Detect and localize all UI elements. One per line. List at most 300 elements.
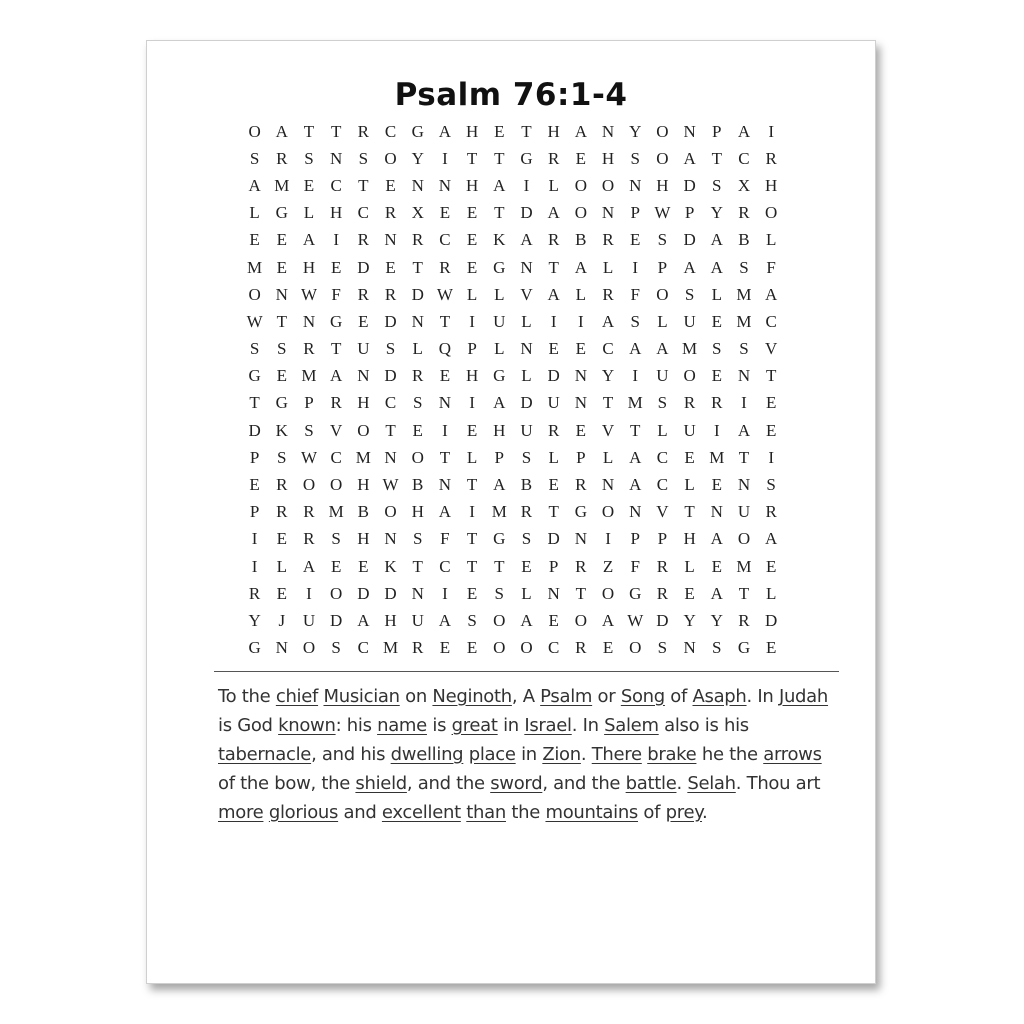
grid-letter: R (357, 230, 370, 250)
grid-letter: N (357, 366, 370, 386)
passage-text: . In (746, 686, 779, 707)
grid-letter: E (276, 366, 287, 386)
passage-text: or (592, 686, 621, 707)
grid-letter: N (574, 393, 587, 413)
grid-letter: I (442, 420, 448, 440)
grid-letter: A (248, 175, 261, 195)
search-word: Psalm (540, 686, 593, 707)
grid-letter: S (684, 284, 695, 304)
grid-letter: S (657, 230, 668, 250)
grid-letter: L (548, 447, 559, 467)
grid-letter: T (358, 175, 369, 195)
search-word: Musician (323, 686, 400, 707)
grid-letter: H (357, 475, 370, 495)
grid-letter: R (412, 230, 424, 250)
grid-letter: G (275, 203, 288, 223)
search-word: mountains (545, 802, 639, 823)
grid-letter: S (739, 257, 749, 277)
search-word: prey (665, 802, 703, 823)
grid-letter: L (466, 284, 478, 304)
search-word: place (468, 744, 516, 765)
grid-letter: R (602, 230, 614, 250)
grid-letter: X (411, 203, 424, 223)
grid-letter: H (765, 175, 778, 195)
grid-letter: A (765, 529, 778, 549)
grid-letter: L (303, 203, 315, 223)
grid-letter: H (601, 148, 615, 168)
grid-letter: P (304, 393, 314, 413)
grid-letter: E (330, 257, 342, 277)
grid-letter: W (436, 284, 453, 304)
search-word: There (591, 744, 642, 765)
grid-letter: R (602, 284, 614, 304)
grid-letter: A (493, 175, 506, 195)
grid-letter: G (330, 311, 343, 331)
grid-letter: E (711, 366, 722, 386)
grid-letter: E (385, 175, 396, 195)
grid-letter: R (384, 284, 397, 304)
grid-letter: I (605, 529, 611, 549)
grid-letter: E (358, 556, 369, 576)
page-title: Psalm 76:1-4 (394, 77, 628, 113)
grid-letter: R (520, 502, 533, 522)
grid-letter: E (276, 230, 287, 250)
grid-letter: R (276, 475, 288, 495)
grid-letter: L (521, 311, 532, 331)
grid-letter: E (466, 230, 478, 250)
grid-letter: W (300, 447, 317, 467)
grid-letter: U (737, 502, 751, 522)
grid-letter: G (411, 121, 424, 141)
grid-letter: E (466, 203, 478, 223)
grid-letter: E (575, 148, 587, 168)
grid-letter: A (302, 230, 316, 250)
grid-letter: A (656, 339, 669, 359)
grid-letter: C (357, 203, 370, 223)
grid-letter: T (276, 311, 287, 331)
grid-letter: L (684, 556, 695, 576)
grid-letter: E (765, 393, 777, 413)
grid-letter: I (713, 420, 720, 440)
grid-letter: E (276, 583, 287, 603)
grid-letter: M (355, 447, 371, 467)
grid-letter: A (737, 420, 751, 440)
grid-letter: H (411, 502, 424, 522)
grid-letter: M (627, 393, 643, 413)
passage-text: in (497, 715, 525, 736)
grid-letter: R (248, 583, 261, 603)
grid-letter: R (412, 366, 424, 386)
passage-text: . (676, 773, 688, 794)
grid-letter: F (630, 284, 640, 304)
grid-letter: B (738, 230, 750, 250)
grid-letter: R (575, 556, 587, 576)
search-word: Asaph (692, 686, 747, 707)
grid-letter: E (466, 257, 478, 277)
grid-letter: Y (601, 366, 615, 386)
grid-letter: T (466, 529, 478, 549)
grid-letter: M (247, 257, 263, 277)
grid-letter: D (384, 366, 397, 386)
grid-letter: E (276, 257, 287, 277)
passage-text: , and the (542, 773, 626, 794)
grid-letter: C (656, 447, 669, 467)
grid-letter: N (411, 175, 424, 195)
grid-letter: Y (683, 610, 696, 630)
grid-letter: R (575, 638, 587, 658)
grid-letter: A (493, 475, 506, 495)
grid-letter: L (249, 203, 260, 223)
grid-letter: T (548, 257, 559, 277)
grid-letter: S (766, 475, 776, 495)
grid-letter: S (277, 447, 287, 467)
grid-letter: M (709, 447, 725, 467)
grid-letter: N (737, 475, 751, 495)
grid-letter: H (384, 610, 397, 630)
grid-letter: T (521, 121, 532, 141)
grid-letter: D (656, 610, 669, 630)
grid-letter: C (439, 230, 451, 250)
grid-letter: H (330, 203, 343, 223)
grid-letter: C (738, 148, 750, 168)
grid-letter: M (491, 502, 507, 522)
grid-letter: N (547, 583, 560, 603)
grid-letter: P (576, 447, 586, 467)
grid-letter: N (411, 583, 424, 603)
grid-letter: T (630, 420, 641, 440)
grid-letter: G (629, 583, 642, 603)
grid-letter: N (411, 311, 424, 331)
grid-letter: X (737, 175, 751, 195)
passage-text: : his (335, 715, 378, 736)
grid-letter: E (711, 311, 722, 331)
grid-letter: G (275, 393, 288, 413)
grid-letter: T (385, 420, 396, 440)
grid-letter: T (439, 311, 451, 331)
search-word: shield (355, 773, 407, 794)
grid-letter: O (683, 366, 696, 386)
grid-letter: C (357, 638, 370, 658)
grid-letter: P (712, 121, 722, 141)
grid-letter: E (548, 475, 559, 495)
grid-letter: A (710, 529, 723, 549)
grid-letter: D (520, 203, 533, 223)
search-word: chief (275, 686, 319, 707)
grid-letter: T (412, 556, 423, 576)
grid-letter: A (438, 121, 452, 141)
grid-letter: P (630, 529, 640, 549)
passage-text: To the (218, 686, 276, 707)
grid-letter: P (684, 203, 695, 223)
grid-letter: C (765, 311, 777, 331)
grid-letter: H (465, 121, 479, 141)
grid-letter: N (384, 447, 397, 467)
grid-letter: I (333, 230, 339, 250)
grid-letter: W (627, 610, 644, 630)
grid-letter: E (548, 339, 559, 359)
grid-letter: P (249, 447, 260, 467)
grid-letter: E (439, 638, 451, 658)
grid-letter: D (384, 583, 397, 603)
grid-letter: S (304, 148, 314, 168)
grid-letter: E (684, 583, 695, 603)
grid-letter: I (768, 447, 774, 467)
grid-letter: R (738, 203, 750, 223)
grid-letter: O (302, 475, 316, 495)
grid-letter: R (575, 475, 587, 495)
grid-letter: U (656, 366, 669, 386)
grid-letter: S (277, 339, 287, 359)
grid-letter: T (303, 121, 315, 141)
grid-letter: W (654, 203, 671, 223)
grid-letter: T (711, 148, 722, 168)
grid-letter: B (575, 230, 587, 250)
grid-letter: E (412, 420, 423, 440)
search-word: name (377, 715, 427, 736)
grid-letter: A (357, 610, 370, 630)
grid-letter: O (248, 284, 261, 304)
grid-letter: O (656, 148, 669, 168)
grid-letter: R (683, 393, 696, 413)
grid-letter: D (330, 610, 343, 630)
grid-letter: O (601, 502, 615, 522)
passage-text: , A (511, 686, 541, 707)
grid-letter: Z (602, 556, 614, 576)
grid-letter: H (656, 175, 669, 195)
grid-letter: E (303, 175, 315, 195)
grid-letter: L (466, 447, 478, 467)
grid-letter: R (656, 583, 669, 603)
grid-letter: C (547, 638, 560, 658)
grid-letter: A (737, 121, 751, 141)
grid-letter: B (357, 502, 370, 522)
search-word: arrows (763, 744, 822, 765)
grid-letter: H (547, 121, 560, 141)
grid-letter: E (494, 121, 505, 141)
scripture-passage (218, 682, 843, 827)
grid-letter: L (602, 257, 614, 277)
grid-letter: K (275, 420, 288, 440)
grid-letter: I (306, 583, 312, 603)
grid-letter: E (630, 230, 641, 250)
search-word: Israel (524, 715, 572, 736)
grid-letter: O (737, 529, 751, 549)
grid-letter: O (384, 148, 397, 168)
grid-letter: T (738, 447, 750, 467)
search-word: brake (647, 744, 697, 765)
grid-letter: R (738, 610, 750, 630)
grid-letter: A (629, 447, 642, 467)
passage-text: of (664, 686, 693, 707)
grid-letter: L (494, 339, 505, 359)
grid-letter: A (601, 610, 615, 630)
grid-letter: A (520, 230, 533, 250)
grid-letter: T (765, 366, 777, 386)
passage-text: is (426, 715, 452, 736)
grid-letter: U (520, 420, 533, 440)
grid-letter: T (466, 556, 478, 576)
grid-letter: G (248, 366, 261, 386)
grid-letter: A (710, 583, 723, 603)
passage-text: and (338, 802, 382, 823)
grid-letter: U (302, 610, 316, 630)
grid-letter: E (548, 610, 559, 630)
grid-letter: L (684, 475, 695, 495)
grid-letter: D (248, 420, 261, 440)
grid-letter: H (493, 420, 506, 440)
grid-letter: E (466, 638, 478, 658)
grid-letter: N (384, 529, 397, 549)
grid-letter: O (656, 284, 669, 304)
passage-text: in (515, 744, 543, 765)
worksheet-page (146, 40, 876, 984)
grid-letter: I (523, 175, 530, 195)
grid-letter: N (520, 257, 533, 277)
grid-letter: A (710, 230, 723, 250)
grid-letter: I (442, 583, 448, 603)
grid-letter: U (547, 393, 560, 413)
grid-letter: S (712, 638, 722, 658)
grid-letter: A (438, 610, 452, 630)
grid-letter: E (466, 583, 478, 603)
grid-letter: G (520, 148, 533, 168)
grid-letter: E (575, 339, 587, 359)
grid-letter: N (438, 175, 452, 195)
grid-letter: Y (710, 203, 723, 223)
search-word: tabernacle (218, 744, 312, 765)
grid-letter: O (629, 638, 642, 658)
grid-letter: O (765, 203, 778, 223)
grid-letter: T (439, 447, 451, 467)
grid-letter: R (357, 121, 370, 141)
grid-letter: O (248, 121, 261, 141)
grid-letter: A (683, 257, 696, 277)
grid-letter: O (520, 638, 533, 658)
grid-letter: L (521, 366, 532, 386)
grid-letter: R (765, 148, 777, 168)
grid-letter: A (275, 121, 288, 141)
grid-letter: V (520, 284, 533, 304)
grid-letter: Y (710, 610, 723, 630)
grid-letter: R (276, 148, 288, 168)
grid-letter: N (275, 284, 288, 304)
grid-letter: A (493, 393, 506, 413)
grid-letter: O (601, 175, 615, 195)
grid-letter: T (494, 203, 505, 223)
grid-letter: M (682, 339, 698, 359)
grid-letter: R (547, 230, 560, 250)
grid-letter: C (330, 447, 342, 467)
grid-letter: O (384, 502, 397, 522)
search-word: sword (490, 773, 543, 794)
grid-letter: H (357, 393, 370, 413)
grid-letter: R (547, 420, 560, 440)
passage-text: , and the (406, 773, 491, 794)
grid-letter: S (494, 583, 505, 603)
grid-letter: B (412, 475, 424, 495)
grid-letter: O (601, 583, 615, 603)
grid-letter: N (601, 203, 615, 223)
passage-text: is God (218, 715, 279, 736)
grid-letter: A (574, 257, 587, 277)
grid-letter: T (466, 148, 478, 168)
grid-letter: S (249, 339, 260, 359)
grid-letter: E (330, 556, 342, 576)
divider (214, 671, 839, 672)
grid-letter: P (249, 502, 260, 522)
grid-letter: G (574, 502, 587, 522)
grid-letter: L (575, 284, 587, 304)
grid-letter: H (465, 175, 479, 195)
search-word: battle (625, 773, 677, 794)
grid-letter: T (249, 393, 260, 413)
grid-letter: S (657, 393, 668, 413)
grid-letter: N (330, 148, 343, 168)
grid-letter: A (765, 284, 778, 304)
passage-text: of (638, 802, 666, 823)
grid-letter: T (412, 257, 423, 277)
grid-letter: N (438, 475, 452, 495)
grid-letter: L (765, 583, 777, 603)
grid-letter: M (301, 366, 317, 386)
grid-letter: L (494, 284, 505, 304)
grid-letter: D (547, 529, 560, 549)
grid-letter: S (630, 148, 640, 168)
grid-letter: P (467, 339, 477, 359)
grid-letter: G (737, 638, 751, 658)
passage-text: of the bow, the (218, 773, 356, 794)
grid-letter: A (438, 502, 452, 522)
grid-letter: I (632, 257, 639, 277)
grid-letter: E (575, 420, 587, 440)
grid-letter: D (683, 175, 696, 195)
search-word: known (278, 715, 336, 736)
grid-letter: S (739, 339, 749, 359)
grid-letter: A (683, 148, 696, 168)
grid-letter: O (330, 583, 343, 603)
grid-letter: Y (629, 121, 642, 141)
grid-letter: C (602, 339, 614, 359)
grid-letter: D (411, 284, 424, 304)
grid-letter: E (765, 638, 777, 658)
search-word: than (466, 802, 506, 823)
grid-letter: R (303, 529, 315, 549)
grid-letter: A (574, 121, 587, 141)
grid-letter: W (382, 475, 399, 495)
grid-letter: S (331, 529, 341, 549)
grid-letter: E (684, 447, 695, 467)
grid-letter: N (710, 502, 723, 522)
grid-letter: M (382, 638, 399, 658)
grid-letter: T (494, 148, 505, 168)
grid-letter: L (657, 420, 668, 440)
grid-letter: G (493, 257, 506, 277)
grid-letter: D (547, 366, 560, 386)
grid-letter: R (330, 393, 342, 413)
grid-letter: R (711, 393, 723, 413)
grid-letter: V (765, 339, 778, 359)
grid-letter: E (439, 366, 451, 386)
grid-letter: O (574, 610, 587, 630)
grid-letter: O (574, 203, 587, 223)
grid-letter: T (738, 583, 750, 603)
grid-letter: U (411, 610, 424, 630)
grid-letter: N (438, 393, 452, 413)
grid-letter: T (330, 339, 342, 359)
grid-letter: R (412, 638, 424, 658)
grid-letter: H (465, 366, 479, 386)
grid-letter: N (520, 339, 533, 359)
